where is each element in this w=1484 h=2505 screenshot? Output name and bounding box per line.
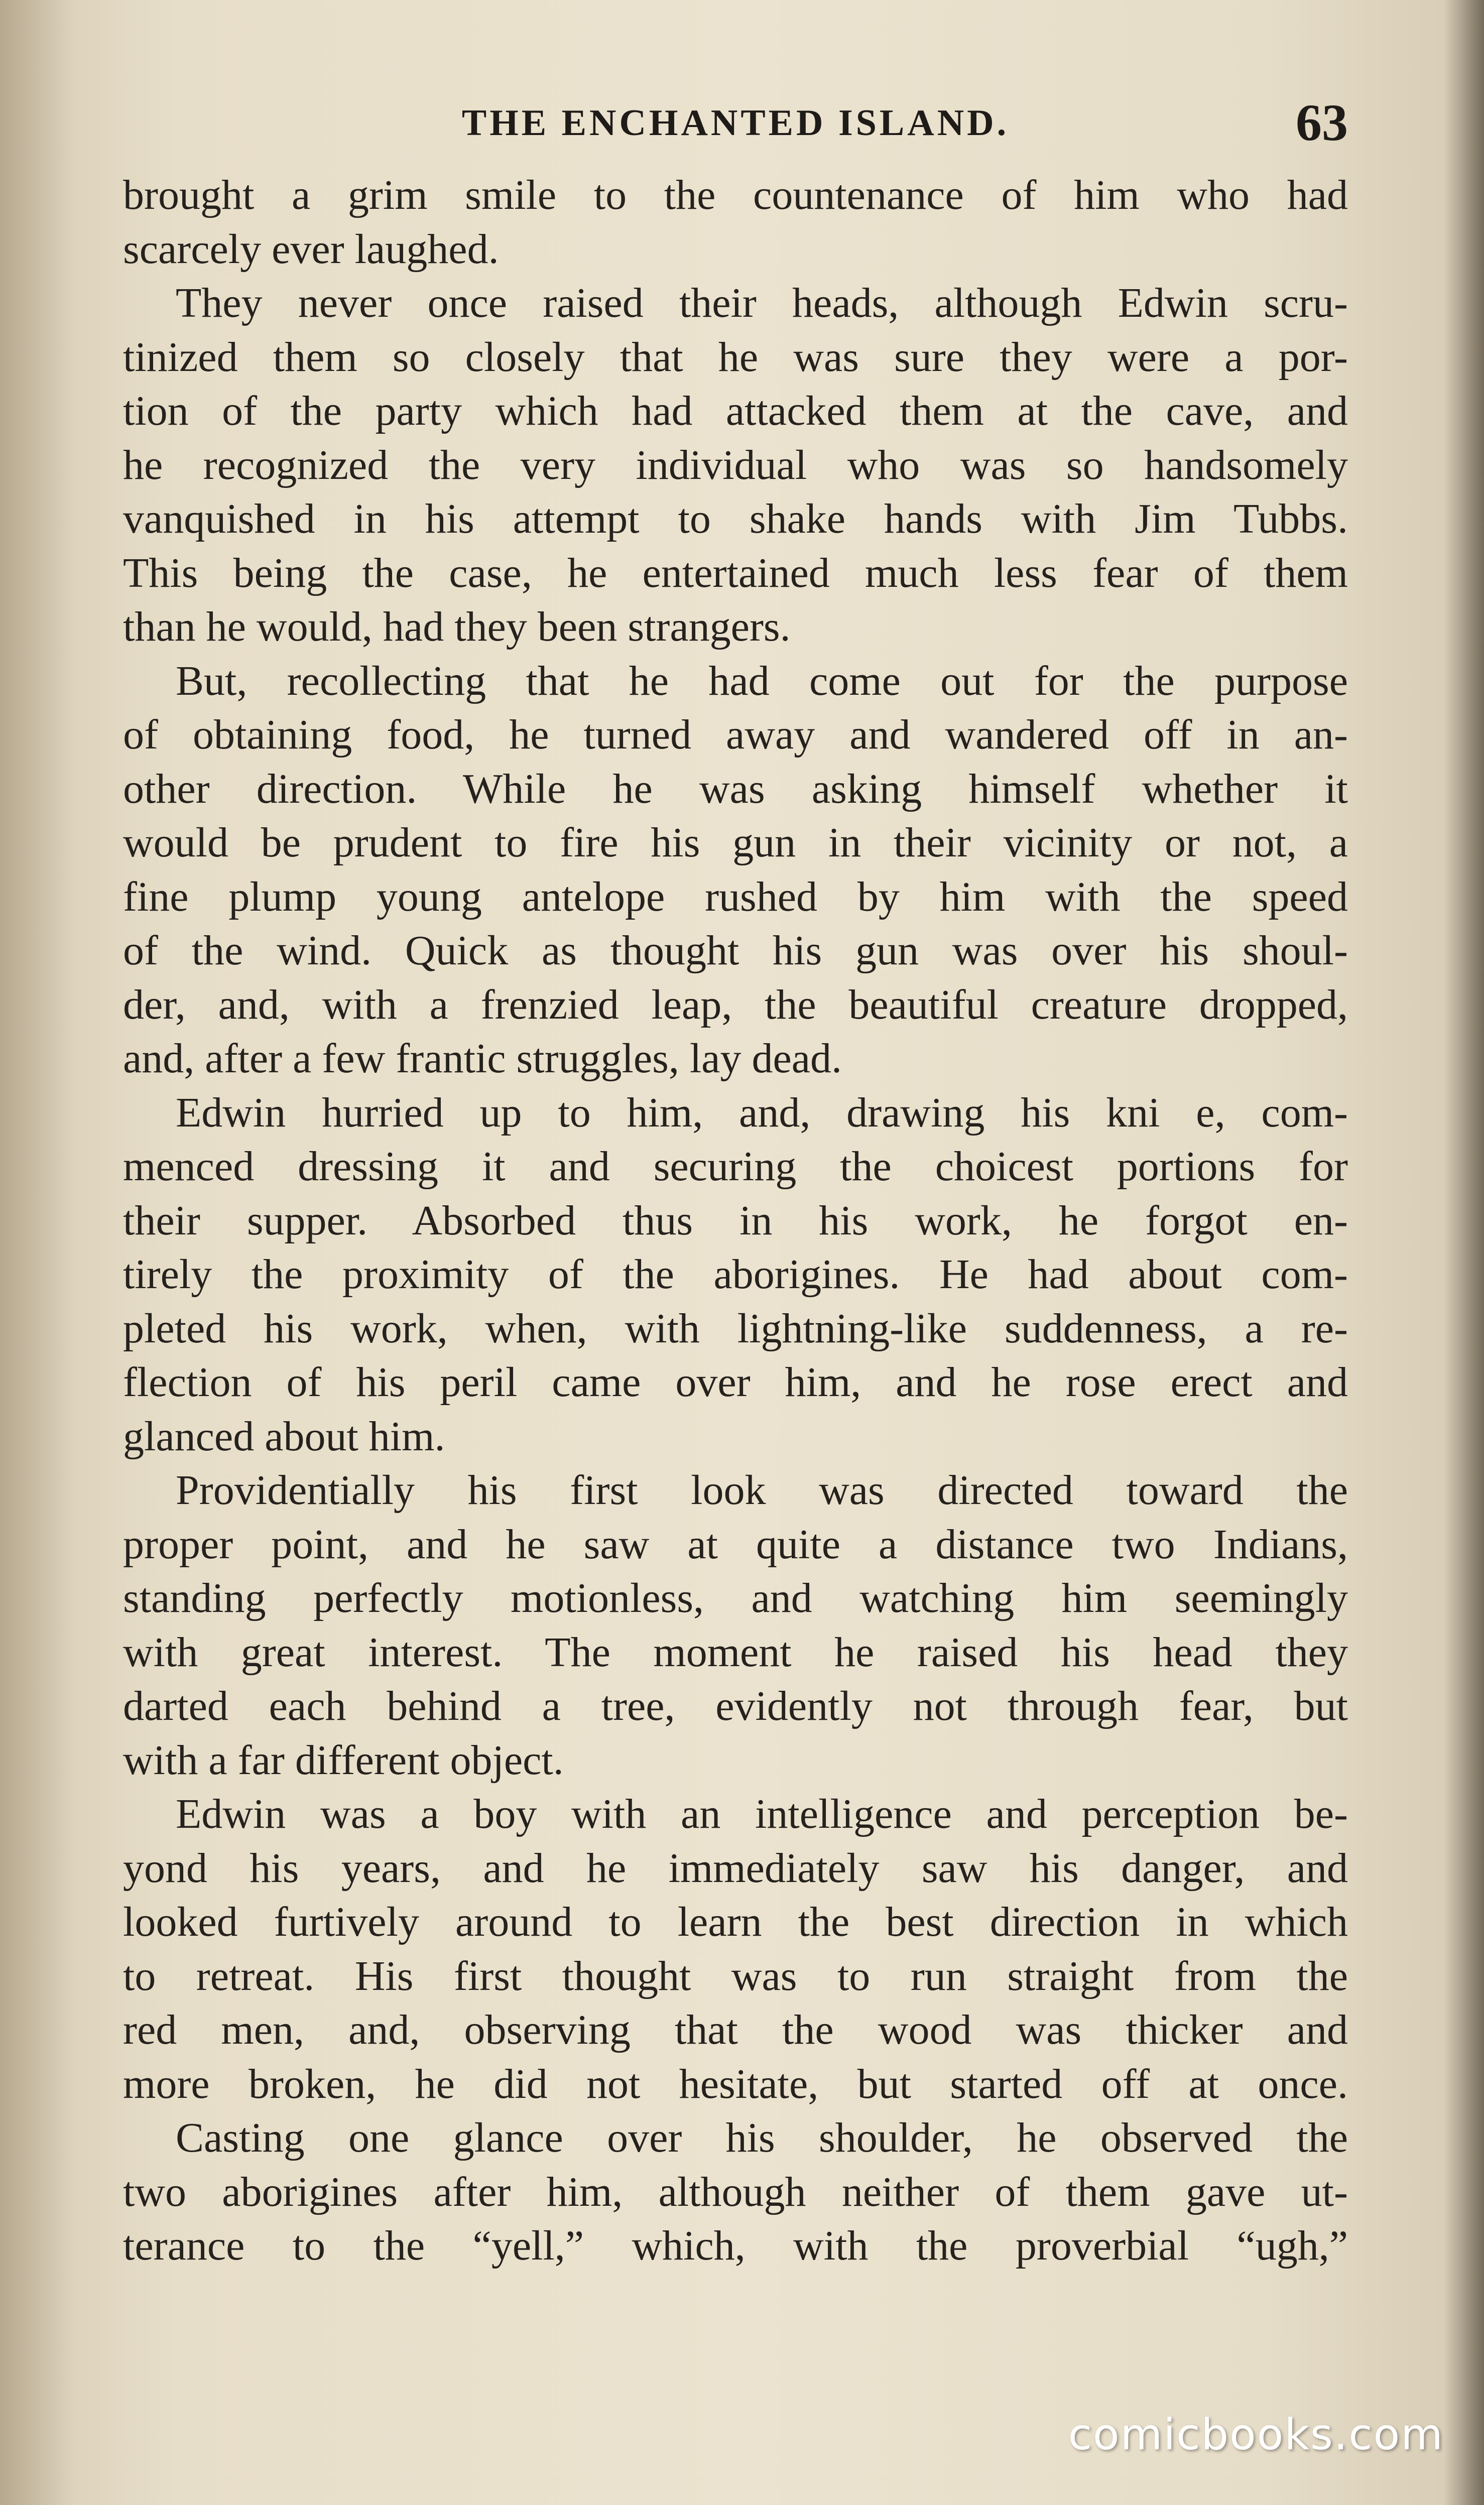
body-text — [123, 168, 1348, 2273]
text-line: of obtaining food, he turned away and wandered off in an- — [123, 711, 1348, 758]
text-line: their supper. Absorbed thus in his work, he forgot en- — [123, 1197, 1348, 1244]
text-line: and, after a few frantic struggles, lay dead. — [123, 1035, 842, 1082]
text-line: flection of his peril came over him, and he rose erect and — [123, 1359, 1348, 1406]
text-line: glanced about him. — [123, 1413, 445, 1460]
text-line: to retreat. His first thought was to run straight from the — [123, 1952, 1348, 1999]
text-line: menced dressing it and securing the choicest portions for — [123, 1143, 1348, 1190]
text-line: Edwin was a boy with an intelligence and perception be- — [176, 1791, 1348, 1837]
text-line: with a far different object. — [123, 1736, 564, 1784]
text-line: other direction. While he was asking himself whether it — [123, 765, 1348, 812]
text-line: der, and, with a frenzied leap, the beautiful creature dropped, — [123, 981, 1348, 1028]
text-line: of the wind. Quick as thought his gun was over his shoul- — [123, 927, 1348, 974]
text-line: more broken, he did not hesitate, but started off at once. — [123, 2060, 1348, 2107]
text-line: he recognized the very individual who was so handsomely — [123, 441, 1348, 488]
text-line: brought a grim smile to the countenance of him who had — [123, 172, 1348, 218]
text-line: fine plump young antelope rushed by him with the speed — [123, 873, 1348, 920]
text-line: tinized them so closely that he was sure they were a por- — [123, 333, 1348, 381]
text-line: standing perfectly motionless, and watching him seemingly — [123, 1575, 1348, 1621]
text-line: This being the case, he entertained much less fear of them — [123, 549, 1348, 596]
watermark: comicbooks.com — [1068, 2410, 1444, 2460]
page-number: 63 — [1296, 94, 1348, 152]
text-line: terance to the “yell,” which, with the proverbial “ugh,” — [123, 2222, 1348, 2269]
text-line: two aborigines after him, although neither of them gave ut- — [123, 2168, 1348, 2215]
text-line: darted each behind a tree, evidently not through fear, but — [123, 1683, 1348, 1729]
text-line: proper point, and he saw at quite a distance two Indians, — [123, 1521, 1348, 1568]
text-line: Casting one glance over his shoulder, he observed the — [176, 2114, 1348, 2161]
text-line: would be prudent to fire his gun in their vicinity or not, a — [123, 819, 1348, 866]
text-line: tirely the proximity of the aborigines. He had about com- — [123, 1251, 1348, 1298]
text-line: pleted his work, when, with lightning-like suddenness, a re- — [123, 1305, 1348, 1352]
running-title: THE ENCHANTED ISLAND. — [461, 102, 1010, 144]
text-line: tion of the party which had attacked them at the cave, and — [123, 388, 1348, 434]
text-line: red men, and, observing that the wood was thicker and — [123, 2007, 1348, 2053]
text-line: Providentially his first look was directed toward the — [176, 1467, 1348, 1514]
text-line: Edwin hurried up to him, and, drawing his kni e, com- — [176, 1089, 1348, 1136]
text-line: vanquished in his attempt to shake hands with Jim Tubbs. — [123, 495, 1348, 542]
text-line: looked furtively around to learn the best direction in which — [123, 1899, 1348, 1945]
text-line: scarcely ever laughed. — [123, 225, 499, 273]
text-line: They never once raised their heads, although Edwin scru- — [176, 280, 1348, 326]
text-line: than he would, had they been strangers. — [123, 603, 791, 650]
text-line: yond his years, and he immediately saw his danger, and — [123, 1844, 1348, 1892]
running-head — [123, 93, 1348, 163]
text-line: with great interest. The moment he raised his head they — [123, 1629, 1348, 1676]
text-line: But, recollecting that he had come out for the purpose — [176, 657, 1348, 704]
